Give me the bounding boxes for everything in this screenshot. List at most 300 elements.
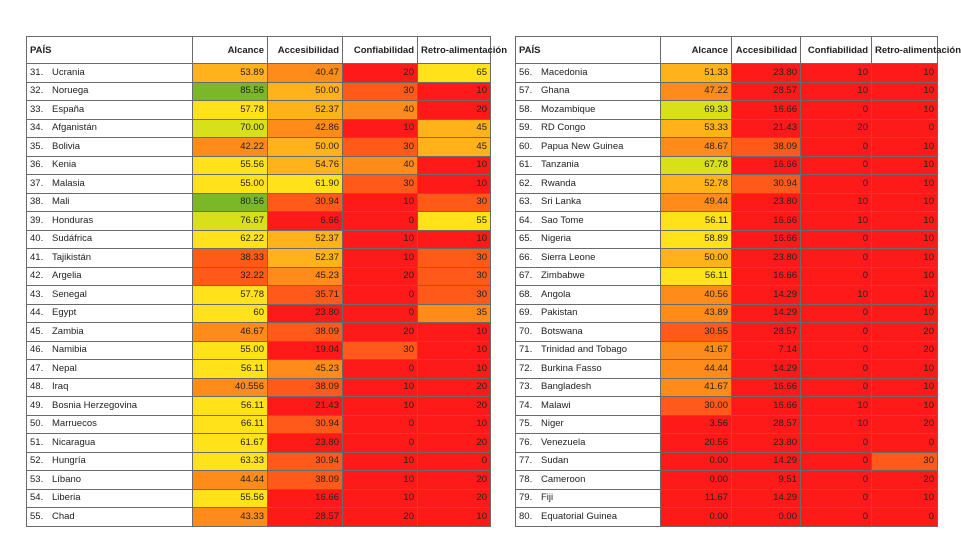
alcance-cell: 41.67 — [661, 378, 732, 397]
confiabilidad-cell: 0 — [801, 471, 872, 490]
retro-cell: 20 — [418, 489, 491, 508]
retro-cell: 10 — [418, 175, 491, 194]
confiabilidad-cell: 0 — [343, 415, 418, 434]
rank-number: 77. — [519, 455, 533, 467]
country-name: Malawi — [541, 399, 571, 411]
rank-number: 67. — [519, 270, 533, 282]
country-cell — [516, 378, 661, 397]
confiabilidad-cell: 40 — [343, 101, 418, 120]
retro-cell: 0 — [418, 452, 491, 471]
table-row — [27, 175, 491, 194]
country-cell — [516, 156, 661, 175]
accesibilidad-cell: 21.43 — [732, 119, 801, 138]
country-cell — [516, 304, 661, 323]
rank-number: 52. — [30, 455, 44, 467]
table-row — [27, 286, 491, 305]
country-name: Afganistán — [52, 122, 97, 134]
rank-number: 72. — [519, 362, 533, 374]
confiabilidad-cell: 10 — [801, 415, 872, 434]
country-cell — [27, 508, 193, 527]
country-name: Fiji — [541, 492, 554, 504]
rank-number: 39. — [30, 214, 44, 226]
accesibilidad-cell: 19.04 — [268, 341, 343, 360]
retro-cell: 30 — [418, 267, 491, 286]
country-name: Nigeria — [541, 233, 572, 245]
country-name: Rwanda — [541, 177, 576, 189]
retro-cell: 10 — [872, 230, 938, 249]
alcance-cell: 58.89 — [661, 230, 732, 249]
country-cell — [27, 452, 193, 471]
country-cell — [27, 471, 193, 490]
table-row — [27, 101, 491, 120]
accesibilidad-cell: 23.80 — [732, 249, 801, 268]
table-row — [27, 64, 491, 83]
retro-cell: 20 — [872, 341, 938, 360]
alcance-cell: 41.67 — [661, 341, 732, 360]
table-row — [516, 138, 938, 157]
confiabilidad-cell: 10 — [801, 286, 872, 305]
country-name: Chad — [52, 510, 75, 522]
table-row — [27, 415, 491, 434]
rank-number: 70. — [519, 325, 533, 337]
confiabilidad-cell: 10 — [343, 193, 418, 212]
alcance-cell: 56.11 — [193, 397, 268, 416]
country-name: Sudan — [541, 455, 569, 467]
country-cell — [27, 138, 193, 157]
confiabilidad-cell: 20 — [801, 119, 872, 138]
confiabilidad-cell: 0 — [343, 360, 418, 379]
country-name: Argelia — [52, 270, 82, 282]
retro-cell: 10 — [418, 323, 491, 342]
country-cell — [27, 193, 193, 212]
rank-number: 32. — [30, 85, 44, 97]
rank-number: 68. — [519, 288, 533, 300]
alcance-cell: 44.44 — [193, 471, 268, 490]
country-name: RD Congo — [541, 122, 586, 134]
retro-cell: 65 — [418, 64, 491, 83]
country-cell — [516, 119, 661, 138]
table-body-left — [27, 64, 491, 527]
country-cell — [516, 175, 661, 194]
rank-number: 38. — [30, 196, 44, 208]
country-name: Bangladesh — [541, 381, 592, 393]
rank-number: 35. — [30, 140, 44, 152]
country-cell — [516, 138, 661, 157]
country-name: Honduras — [52, 214, 94, 226]
retro-cell: 10 — [872, 64, 938, 83]
retro-cell: 30 — [418, 249, 491, 268]
confiabilidad-cell: 0 — [801, 489, 872, 508]
alcance-cell: 48.67 — [661, 138, 732, 157]
country-name: Nicaragua — [52, 436, 96, 448]
country-cell — [27, 304, 193, 323]
confiabilidad-cell: 0 — [801, 341, 872, 360]
table-row — [27, 434, 491, 453]
header-row — [516, 37, 938, 64]
country-cell — [27, 249, 193, 268]
confiabilidad-cell: 10 — [343, 230, 418, 249]
country-name: Zimbabwe — [541, 270, 585, 282]
rank-number: 58. — [519, 103, 533, 115]
country-cell — [27, 267, 193, 286]
rank-number: 61. — [519, 159, 533, 171]
confiabilidad-cell: 0 — [343, 304, 418, 323]
header-country: PAÍS — [27, 37, 193, 64]
country-cell — [516, 101, 661, 120]
alcance-cell: 51.33 — [661, 64, 732, 83]
table-row — [27, 212, 491, 231]
accesibilidad-cell: 45.23 — [268, 267, 343, 286]
confiabilidad-cell: 10 — [343, 249, 418, 268]
confiabilidad-cell: 0 — [801, 508, 872, 527]
retro-cell: 10 — [872, 489, 938, 508]
country-cell — [27, 212, 193, 231]
alcance-cell: 63.33 — [193, 452, 268, 471]
confiabilidad-cell: 0 — [801, 452, 872, 471]
confiabilidad-cell: 0 — [801, 267, 872, 286]
alcance-cell: 61.67 — [193, 434, 268, 453]
confiabilidad-cell: 0 — [801, 378, 872, 397]
country-cell — [516, 249, 661, 268]
rank-number: 33. — [30, 103, 44, 115]
country-name: Papua New Guinea — [541, 140, 624, 152]
accesibilidad-cell: 38.09 — [268, 323, 343, 342]
country-cell — [27, 286, 193, 305]
retro-cell: 10 — [418, 508, 491, 527]
confiabilidad-cell: 20 — [343, 508, 418, 527]
country-name: Noruega — [52, 85, 89, 97]
retro-cell: 10 — [872, 397, 938, 416]
country-name: Equatorial Guinea — [541, 510, 618, 522]
alcance-cell: 57.78 — [193, 101, 268, 120]
retro-cell: 10 — [872, 138, 938, 157]
table-row — [27, 341, 491, 360]
confiabilidad-cell: 0 — [801, 304, 872, 323]
header-accesibilidad: Accesibilidad — [268, 37, 343, 64]
confiabilidad-cell: 40 — [343, 156, 418, 175]
table-row — [516, 82, 938, 101]
confiabilidad-cell: 10 — [343, 119, 418, 138]
country-name: Egypt — [52, 307, 77, 319]
accesibilidad-cell: 52.37 — [268, 230, 343, 249]
accesibilidad-cell: 45.23 — [268, 360, 343, 379]
alcance-cell: 30.55 — [661, 323, 732, 342]
retro-cell: 30 — [418, 286, 491, 305]
table-row — [27, 119, 491, 138]
country-name: Venezuela — [541, 436, 586, 448]
header-alcance: Alcance — [193, 37, 268, 64]
table-row — [516, 489, 938, 508]
accesibilidad-cell: 30.94 — [732, 175, 801, 194]
accesibilidad-cell: 50.00 — [268, 82, 343, 101]
confiabilidad-cell: 30 — [343, 138, 418, 157]
country-cell — [516, 360, 661, 379]
confiabilidad-cell: 0 — [801, 434, 872, 453]
country-name: Zambia — [52, 325, 84, 337]
alcance-cell: 0.00 — [661, 508, 732, 527]
table-row — [27, 138, 491, 157]
alcance-cell: 47.22 — [661, 82, 732, 101]
rank-number: 37. — [30, 177, 44, 189]
table-row — [27, 267, 491, 286]
retro-cell: 55 — [418, 212, 491, 231]
country-name: Iraq — [52, 381, 69, 393]
country-name: Sri Lanka — [541, 196, 582, 208]
table-row — [27, 323, 491, 342]
retro-cell: 10 — [872, 156, 938, 175]
confiabilidad-cell: 0 — [801, 175, 872, 194]
country-name: Ghana — [541, 85, 570, 97]
country-cell — [516, 452, 661, 471]
table-row — [516, 378, 938, 397]
country-cell — [516, 434, 661, 453]
header-row — [27, 37, 491, 64]
rank-number: 36. — [30, 159, 44, 171]
alcance-cell: 0.00 — [661, 452, 732, 471]
retro-cell: 0 — [872, 508, 938, 527]
alcance-cell: 85.56 — [193, 82, 268, 101]
table-row — [516, 156, 938, 175]
alcance-cell: 49.44 — [661, 193, 732, 212]
table-row — [27, 360, 491, 379]
accesibilidad-cell: 23.80 — [732, 193, 801, 212]
country-cell — [516, 323, 661, 342]
table-row — [27, 378, 491, 397]
accesibilidad-cell: 38.09 — [732, 138, 801, 157]
country-cell — [516, 82, 661, 101]
alcance-cell: 55.56 — [193, 489, 268, 508]
rank-number: 62. — [519, 177, 533, 189]
confiabilidad-cell: 30 — [343, 82, 418, 101]
accesibilidad-cell: 16.66 — [732, 156, 801, 175]
table-row — [516, 471, 938, 490]
accesibilidad-cell: 7.14 — [732, 341, 801, 360]
retro-cell: 10 — [418, 230, 491, 249]
country-name: Sierra Leone — [541, 251, 596, 263]
country-name: Líbano — [52, 473, 82, 485]
table-row — [27, 489, 491, 508]
confiabilidad-cell: 20 — [343, 64, 418, 83]
country-name: Tajikistán — [52, 251, 92, 263]
rank-number: 31. — [30, 66, 44, 78]
table-row — [516, 119, 938, 138]
confiabilidad-cell: 0 — [343, 212, 418, 231]
country-name: Sudáfrica — [52, 233, 93, 245]
country-name: Marruecos — [52, 418, 97, 430]
table-row — [516, 101, 938, 120]
header-confiabilidad: Confiabilidad — [801, 37, 872, 64]
alcance-cell: 55.00 — [193, 341, 268, 360]
confiabilidad-cell: 10 — [801, 82, 872, 101]
table-row — [516, 397, 938, 416]
alcance-cell: 44.44 — [661, 360, 732, 379]
rank-number: 60. — [519, 140, 533, 152]
table-row — [516, 212, 938, 231]
country-name: Mali — [52, 196, 70, 208]
country-name: Trinidad and Tobago — [541, 344, 628, 356]
accesibilidad-cell: 14.29 — [732, 360, 801, 379]
country-cell — [27, 434, 193, 453]
accesibilidad-cell: 16.66 — [732, 397, 801, 416]
table-row — [516, 175, 938, 194]
alcance-cell: 80.56 — [193, 193, 268, 212]
country-cell — [27, 82, 193, 101]
country-name: Mozambique — [541, 103, 596, 115]
confiabilidad-cell: 0 — [801, 156, 872, 175]
alcance-cell: 32.22 — [193, 267, 268, 286]
accesibilidad-cell: 23.80 — [268, 434, 343, 453]
accesibilidad-cell: 16.66 — [732, 378, 801, 397]
country-name: Ucrania — [52, 66, 85, 78]
confiabilidad-cell: 0 — [801, 230, 872, 249]
table-row — [516, 64, 938, 83]
country-cell — [27, 156, 193, 175]
rank-number: 55. — [30, 510, 44, 522]
table-row — [27, 471, 491, 490]
accesibilidad-cell: 14.29 — [732, 452, 801, 471]
country-cell — [27, 397, 193, 416]
table-row — [516, 230, 938, 249]
table-row — [27, 508, 491, 527]
accesibilidad-cell: 16.66 — [732, 267, 801, 286]
header-retroalimentacion: Retro-alimentación — [418, 37, 491, 64]
accesibilidad-cell: 9.51 — [732, 471, 801, 490]
alcance-cell: 43.89 — [661, 304, 732, 323]
accesibilidad-cell: 38.09 — [268, 378, 343, 397]
retro-cell: 10 — [872, 212, 938, 231]
accesibilidad-cell: 52.37 — [268, 249, 343, 268]
country-cell — [27, 64, 193, 83]
confiabilidad-cell: 0 — [343, 286, 418, 305]
alcance-cell: 40.556 — [193, 378, 268, 397]
confiabilidad-cell: 10 — [343, 397, 418, 416]
accesibilidad-cell: 61.90 — [268, 175, 343, 194]
alcance-cell: 43.33 — [193, 508, 268, 527]
confiabilidad-cell: 0 — [801, 323, 872, 342]
rank-number: 59. — [519, 122, 533, 134]
rank-number: 42. — [30, 270, 44, 282]
accesibilidad-cell: 14.29 — [732, 286, 801, 305]
country-cell — [516, 230, 661, 249]
alcance-cell: 50.00 — [661, 249, 732, 268]
retro-cell: 10 — [872, 101, 938, 120]
accesibilidad-cell: 23.80 — [268, 304, 343, 323]
retro-cell: 10 — [872, 193, 938, 212]
retro-cell: 10 — [872, 304, 938, 323]
alcance-cell: 53.89 — [193, 64, 268, 83]
rank-number: 65. — [519, 233, 533, 245]
header-retroalimentacion: Retro-alimentación — [872, 37, 938, 64]
alcance-cell: 62.22 — [193, 230, 268, 249]
accesibilidad-cell: 50.00 — [268, 138, 343, 157]
country-cell — [27, 360, 193, 379]
alcance-cell: 46.67 — [193, 323, 268, 342]
alcance-cell: 67.78 — [661, 156, 732, 175]
country-cell — [516, 212, 661, 231]
retro-cell: 45 — [418, 138, 491, 157]
retro-cell: 10 — [418, 341, 491, 360]
accesibilidad-cell: 38.09 — [268, 471, 343, 490]
retro-cell: 30 — [872, 452, 938, 471]
country-cell — [27, 101, 193, 120]
alcance-cell: 57.78 — [193, 286, 268, 305]
accesibilidad-cell: 6.66 — [268, 212, 343, 231]
rank-number: 48. — [30, 381, 44, 393]
table-row — [516, 452, 938, 471]
alcance-cell: 55.56 — [193, 156, 268, 175]
retro-cell: 20 — [418, 101, 491, 120]
country-cell — [27, 323, 193, 342]
table-row — [516, 249, 938, 268]
table-row — [516, 193, 938, 212]
table-row — [27, 82, 491, 101]
table-row — [516, 434, 938, 453]
retro-cell: 10 — [418, 156, 491, 175]
confiabilidad-cell: 0 — [801, 360, 872, 379]
rank-number: 43. — [30, 288, 44, 300]
retro-cell: 20 — [872, 323, 938, 342]
alcance-cell: 55.00 — [193, 175, 268, 194]
country-name: Hungría — [52, 455, 86, 467]
country-name: Botswana — [541, 325, 583, 337]
accesibilidad-cell: 16.66 — [268, 489, 343, 508]
rank-number: 51. — [30, 436, 44, 448]
rank-number: 64. — [519, 214, 533, 226]
alcance-cell: 70.00 — [193, 119, 268, 138]
accesibilidad-cell: 0.00 — [732, 508, 801, 527]
table-row — [27, 230, 491, 249]
accesibilidad-cell: 16.66 — [732, 230, 801, 249]
confiabilidad-cell: 10 — [801, 193, 872, 212]
alcance-cell: 60 — [193, 304, 268, 323]
country-cell — [516, 471, 661, 490]
confiabilidad-cell: 20 — [343, 323, 418, 342]
accesibilidad-cell: 23.80 — [732, 64, 801, 83]
rank-number: 80. — [519, 510, 533, 522]
retro-cell: 10 — [872, 360, 938, 379]
rank-number: 75. — [519, 418, 533, 430]
rank-number: 56. — [519, 66, 533, 78]
retro-cell: 20 — [872, 471, 938, 490]
retro-cell: 0 — [872, 434, 938, 453]
rank-number: 79. — [519, 492, 533, 504]
confiabilidad-cell: 30 — [343, 175, 418, 194]
alcance-cell: 20.56 — [661, 434, 732, 453]
country-cell — [27, 415, 193, 434]
country-name: Tanzania — [541, 159, 580, 171]
country-name: Sao Tome — [541, 214, 584, 226]
table-row — [27, 249, 491, 268]
rank-number: 40. — [30, 233, 44, 245]
country-cell — [516, 397, 661, 416]
rank-number: 63. — [519, 196, 533, 208]
country-cell — [27, 119, 193, 138]
rank-number: 54. — [30, 492, 44, 504]
accesibilidad-cell: 16.66 — [732, 212, 801, 231]
table-row — [27, 193, 491, 212]
retro-cell: 10 — [418, 82, 491, 101]
alcance-cell: 0.00 — [661, 471, 732, 490]
table-row — [516, 415, 938, 434]
retro-cell: 20 — [418, 471, 491, 490]
rank-number: 76. — [519, 436, 533, 448]
rank-number: 57. — [519, 85, 533, 97]
confiabilidad-cell: 10 — [343, 378, 418, 397]
retro-cell: 20 — [872, 415, 938, 434]
country-name: Kenia — [52, 159, 77, 171]
rank-number: 66. — [519, 251, 533, 263]
confiabilidad-cell: 0 — [343, 434, 418, 453]
